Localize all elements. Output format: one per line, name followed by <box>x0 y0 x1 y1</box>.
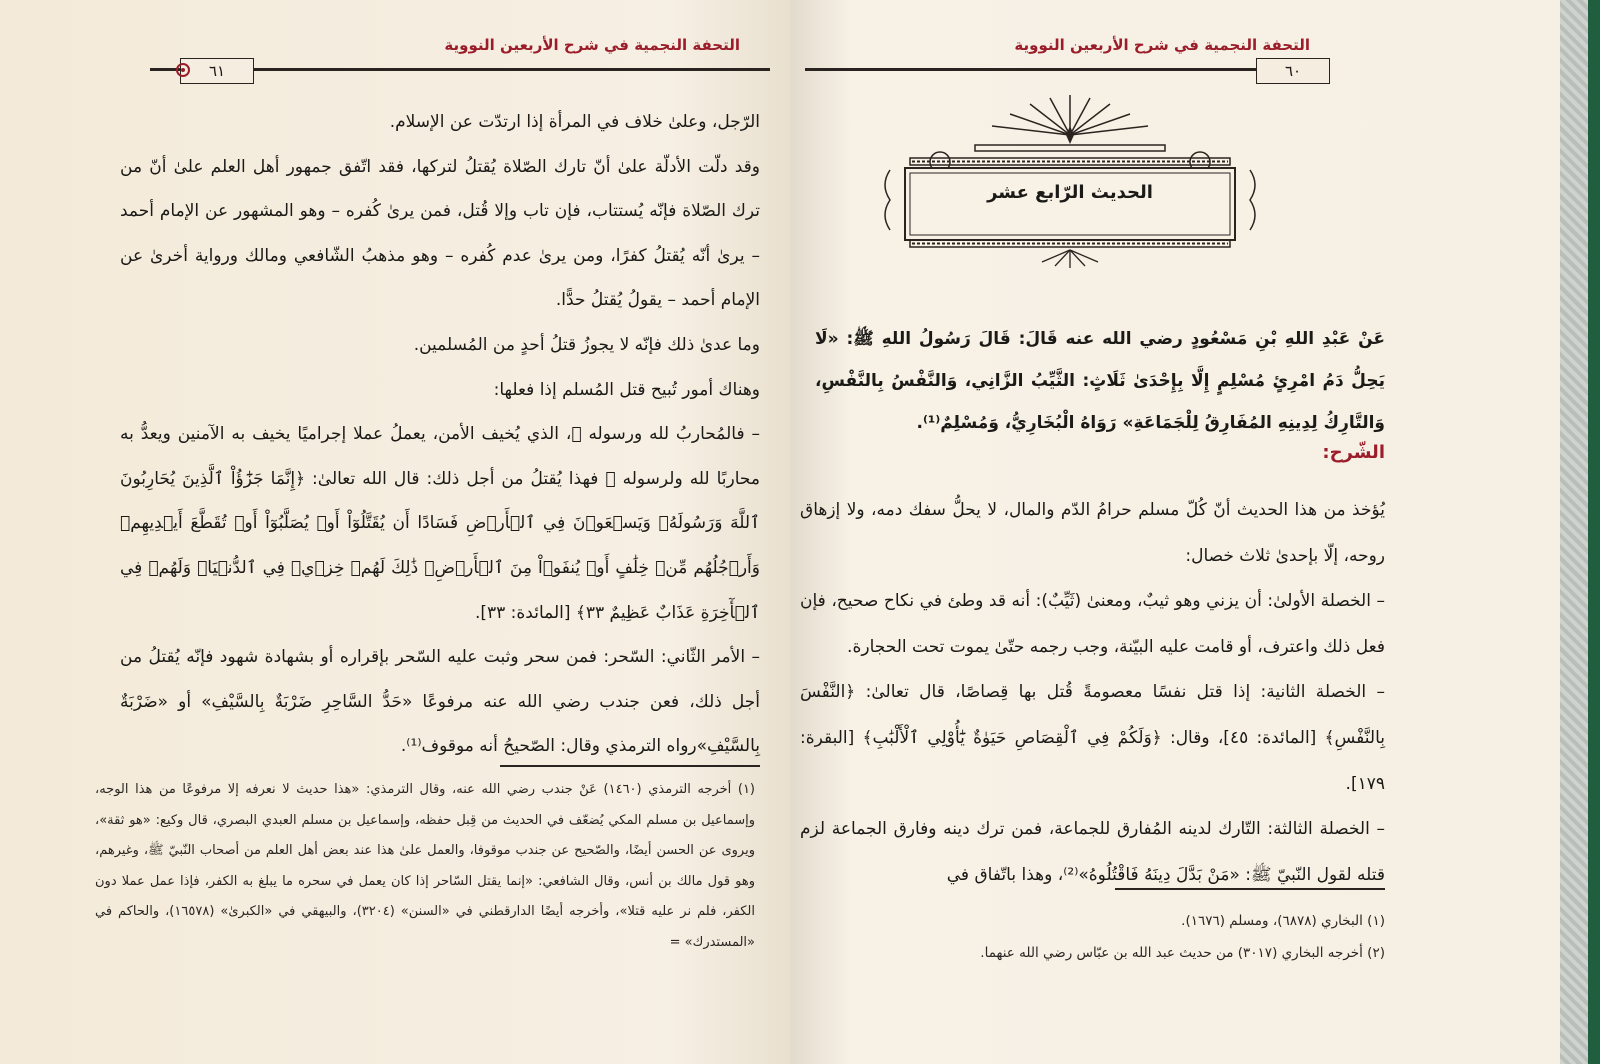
left-footnotes <box>95 775 755 958</box>
chapter-banner <box>880 90 1260 270</box>
left-page <box>0 0 790 1064</box>
paragraph: – الأمر الثّاني: السّحر: فمن سحر وثبت عليه السّحر بإقراره أو بشهادة شهود فإنّه يُقتلُ من أجل ذلك، فعن جندب رضي الله عنه مرفوعًا «حَدُّ السَّاحِرِ ضَرْبَةٌ بِالسَّيْفِ» أو «ضَرْبَةٌ بِالسَّيْفِ»رواه الترمذي وقال: الصّحيحُ أنه موقوف⁽¹⁾. <box>120 647 760 757</box>
paragraph: – الخصلة الثالثة: التّارك لدينه المُفارق للجماعة، فمن ترك دينه وفارق الجماعة لزم قتله لقول النّبيّ ﷺ: «مَنْ بَدَّلَ دِينَهُ فَاقْتُلُوهُ»⁽²⁾، وهذا باتّفاق في <box>800 819 1385 885</box>
footnote: (١) أخرجه الترمذي (١٤٦٠) عَنْ جندب رضي الله عنه، وقال الترمذي: «هذا حديث لا نعرفه إلا مرفوعًا من هذا الوجه، وإسماعيل بن مسلم المكي يُضعّف في الحديث من قِبل حفظه، وإسماعيل بن مسلم العبدي البصري، قال وكيع: «هو ثقة»، ويروى عن الحسن أيضًا، والصّحيح عن جندب موقوفا، والعمل علىٰ هذا عند بعض أهل العلم من أصحاب النّبيّ ﷺ، وغيرهم، وهو قول مالك بن أنس، وقال الشافعي: «إنما يقتل السّاحر إذا كان يعمل في سحره ما يبلغ به الكفر، فإذا عمل عملا دون الكفر، فلم نر عليه قتلا»، وأخرجه أيضًا الدارقطني في «السنن» (٣٢٠٤)، والبيهقي في «الكبرىٰ» (١٦٥٧٨)، والحاكم في «المستدرك» = <box>95 782 755 950</box>
footnote: (١) البخاري (٦٨٧٨)، ومسلم (١٦٧٦). <box>1181 913 1385 929</box>
right-page-header <box>805 36 1330 80</box>
right-page <box>790 0 1560 1064</box>
header-rule <box>805 68 1330 71</box>
right-body <box>800 488 1385 898</box>
page-number: ٦١ <box>180 58 254 84</box>
paragraph: الرّجل، وعلىٰ خلاف في المرأة إذا ارتدّت عن الإسلام. <box>389 112 760 132</box>
page-number: ٦٠ <box>1256 58 1330 84</box>
running-title: التحفة النجمية في شرح الأربعين النووية <box>444 36 740 54</box>
paragraph: وقد دلّت الأدلّة علىٰ أنّ تارك الصّلاة يُقتلُ لتركها، فقد اتّفق جمهور أهل العلم علىٰ أنّ من ترك الصّلاة فإنّه يُستتاب، فإن تاب وإلا قُتل، فمن يرىٰ كُفره – وهو المشهور عن الإمام أحمد – يرىٰ أنّه يُقتلُ كفرًا، ومن يرىٰ عدم كُفره – وهو مذهبُ الشّافعي ومالك ورواية أخرىٰ عن الإمام أحمد – يقولُ يُقتلُ حدًّا. <box>120 156 760 311</box>
sharh-heading: الشّرح: <box>1322 442 1385 463</box>
footnote-separator <box>500 765 760 767</box>
right-footnotes <box>805 905 1385 969</box>
paragraph: يُؤخذ من هذا الحديث أنّ كُلّ مسلم حرامُ الدّم والمال، لا يحلُّ سفك دمه، ولا إزهاق روحه، إلّا بإحدىٰ ثلاث خصال: <box>800 500 1385 566</box>
paragraph: – فالمُحاربُ لله ورسوله ﷺ، الذي يُخيف الأمن، يعملُ عملا إجراميًا يخيف به الآمنين ويعدُّ به محاربًا لله ولرسوله ﷺ فهذا يُقتلُ من أجل ذلك: قال الله تعالىٰ: ﴿إِنَّمَا جَزَٰٓؤُاْ ٱلَّذِينَ يُحَارِبُونَ ٱللَّهَ وَرَسُولَهُۥ وَيَسۡعَوۡنَ فِي ٱلۡأَرۡضِ فَسَادًا أَن يُقَتَّلُوٓاْ أَوۡ يُصَلَّبُوٓاْ أَوۡ تُقَطَّعَ أَيۡدِيهِمۡ وَأَرۡجُلُهُم مِّنۡ خِلَٰفٍ أَوۡ يُنفَوۡاْ مِنَ ٱلۡأَرۡضِۚ ذَٰلِكَ لَهُمۡ خِزۡيٞ فِي ٱلدُّنۡيَاۖ وَلَهُمۡ فِي ٱلۡأٓخِرَةِ عَذَابٌ عَظِيمٌ ٣٣﴾ [المائدة: ٣٣]. <box>120 424 760 623</box>
hadith-text <box>815 318 1385 444</box>
left-page-header <box>150 36 770 80</box>
left-body <box>120 100 760 769</box>
paragraph: – الخصلة الثانية: إذا قتل نفسًا معصومةً قُتل بها قِصاصًا، قال تعالىٰ: ﴿النَّفْسَ بِالنَّفْسِ﴾ [المائدة: ٤٥]، وقال: ﴿وَلَكُمْ فِي ٱلْقِصَاصِ حَيَوٰةٌ يَٰٓأُوْلِي ٱلْأَلْبَٰبِ﴾ [البقرة: ١٧٩]. <box>800 682 1385 794</box>
paragraph: وهناك أمور تُبيح قتل المُسلم إذا فعلها: <box>493 379 760 400</box>
running-title: التحفة النجمية في شرح الأربعين النووية <box>1014 36 1310 54</box>
paragraph: – الخصلة الأولىٰ: أن يزني وهو ثيبٌ، ومعنىٰ (ثَيِّبٌ): أنه قد وطئ في نكاح صحيح، فإن فعل ذلك واعترف، أو قامت عليه البيّنة، وجب رجمه حتّىٰ يموت تحت الحجارة. <box>800 591 1385 657</box>
chapter-title: الحديث الرّابع عشر <box>987 182 1153 203</box>
footnote-separator <box>1115 888 1385 890</box>
paragraph: وما عدىٰ ذلك فإنّه لا يجوزُ قتلُ أحدٍ من المُسلمين. <box>413 334 760 355</box>
banner-frame-icon <box>880 90 1260 270</box>
hadith: عَنْ عَبْدِ اللهِ بْنِ مَسْعُودٍ رضي الله عنه قَالَ: قَالَ رَسُولُ اللهِ ﷺ: «لَا يَحِلُّ دَمُ امْرِئٍ مُسْلِمٍ إِلَّا بِإِحْدَىٰ ثَلَاثٍ: الثَّيِّبُ الزَّانِي، وَالنَّفْسُ بِالنَّفْسِ، وَالتَّارِكُ لِدِينِهِ المُفَارِقُ لِلْجَمَاعَةِ» رَوَاهُ الْبُخَارِيُّ، وَمُسْلِمٌ⁽¹⁾. <box>815 329 1385 433</box>
book-cover-edge <box>1588 0 1600 1064</box>
ornament-icon <box>168 58 198 82</box>
footnote: (٢) أخرجه البخاري (٣٠١٧) من حديث عبد الله بن عبّاس رضي الله عنهما. <box>980 945 1385 961</box>
